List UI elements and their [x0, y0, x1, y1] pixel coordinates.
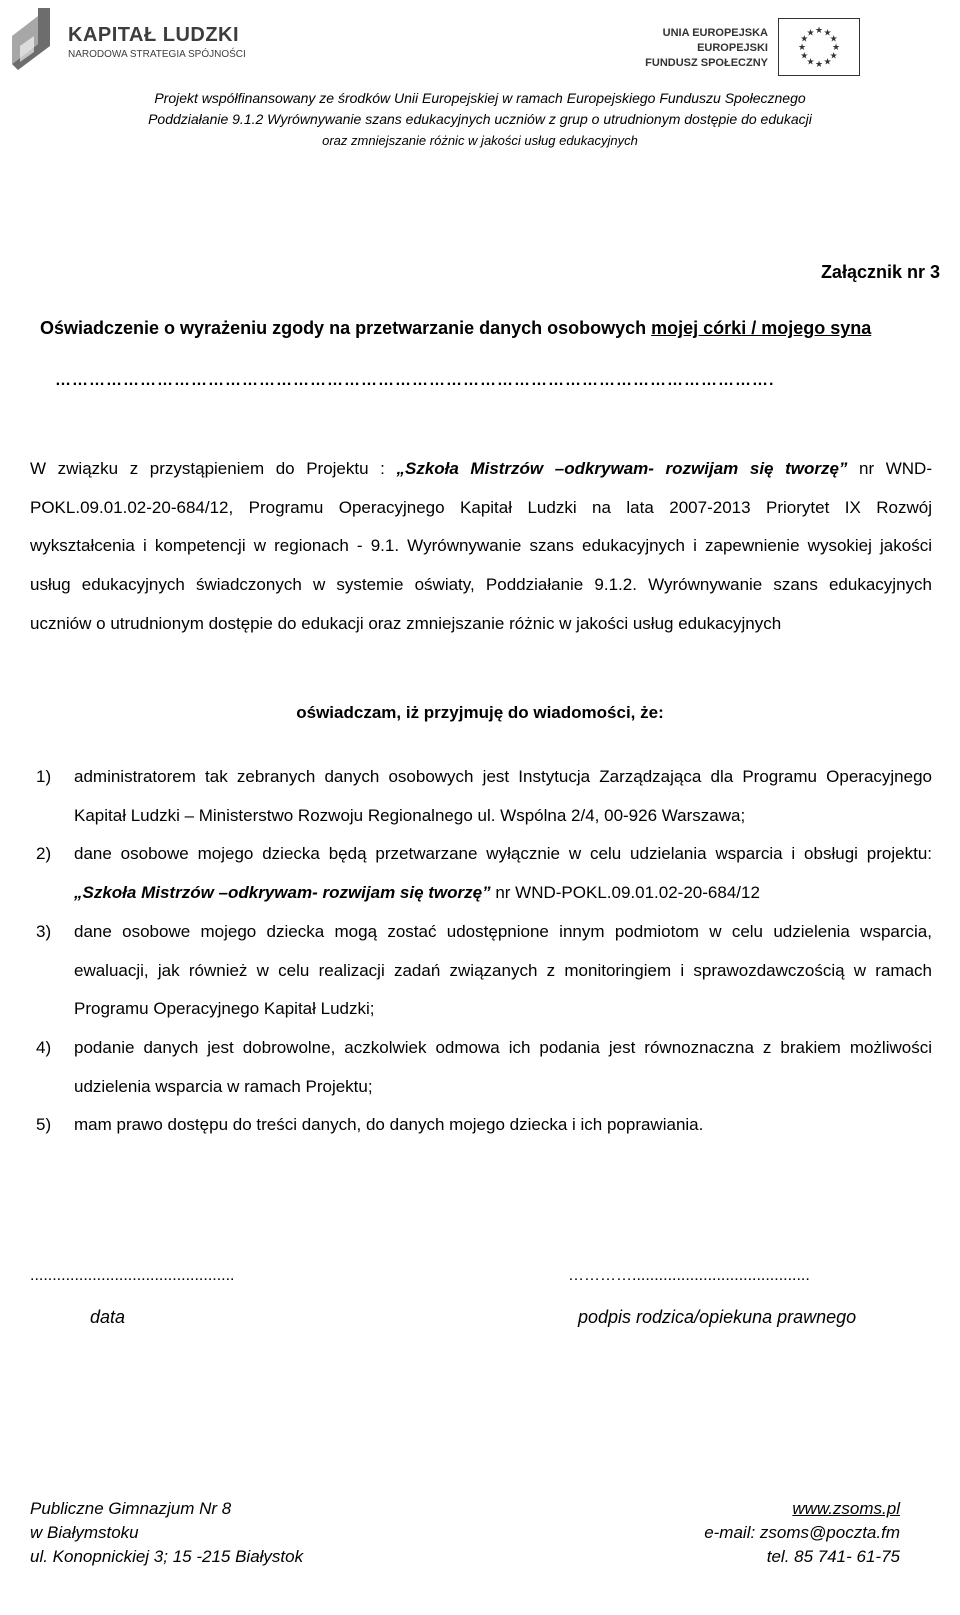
list-item-text-after: nr WND-POKL.09.01.02-20-684/12: [490, 883, 760, 903]
eu-star-icon: ★: [806, 56, 815, 67]
eu-star-icon: ★: [814, 25, 824, 35]
eu-star-icon: ★: [797, 42, 807, 52]
list-item: [36, 913, 932, 1029]
kapital-ludzki-emblem-icon: [8, 6, 58, 72]
list-item-project-name: „Szkoła Mistrzów –odkrywam- rozwijam się tworzę”: [74, 883, 491, 903]
kapital-ludzki-subtitle: NARODOWA STRATEGIA SPÓJNOŚCI: [68, 49, 246, 60]
list-item: [36, 835, 932, 912]
title-underlined: mojej córki / mojego syna: [651, 318, 872, 338]
eu-stars-icon: [779, 19, 859, 75]
eu-line-3: FUNDUSZ SPOŁECZNY: [645, 57, 768, 69]
date-label: data: [90, 1307, 126, 1327]
list-item-text: dane osobowe mojego dziecka będą przetwarzane wyłącznie w celu udzielania wsparcia i obsługi projektu:: [74, 844, 932, 864]
list-item-number: 2): [36, 844, 52, 864]
eu-line-1: UNIA EUROPEJSKA: [662, 27, 768, 39]
intro-paragraph: [30, 450, 932, 644]
list-item-text: mam prawo dostępu do treści danych, do danych mojego dziecka i ich poprawiania.: [74, 1115, 704, 1135]
eu-star-icon: ★: [829, 33, 838, 44]
intro-rest: nr WND-POKL.09.01.02-20-684/12, Programu Operacyjnego Kapitał Ludzki na lata 2007-2013 Priorytet IX Rozwój wykształcenia i kompetencji w regionach - 9.1. Wyrównywanie szans edukacyjnych i zapewnienie wysokiej jakości usług edukacyjnych świadczonych w systemie oświaty, Poddziałanie 9.1.2. Wyrównywanie szans edukacyjnych uczniów o utrudnionym dostępie do edukacji oraz zmniejszanie różnic w jakości usług edukacyjnych: [30, 459, 932, 633]
declaration-heading: oświadczam, iż przyjmuję do wiadomości, że:: [296, 703, 664, 722]
project-line-3: oraz zmniejszanie różnic w jakości usług edukacyjnych: [322, 133, 638, 148]
list-item-text: podanie danych jest dobrowolne, aczkolwiek odmowa ich podania jest równoznaczna z brakiem możliwości udzielenia wsparcia w ramach Projektu;: [74, 1037, 932, 1096]
eu-star-icon: ★: [806, 27, 815, 38]
eu-line-2: EUROPEJSKI: [697, 42, 768, 54]
eu-logo: [645, 18, 860, 76]
eu-star-icon: ★: [814, 59, 824, 69]
points-list: [36, 758, 932, 1145]
footer-contact-info: [704, 1497, 900, 1569]
eu-star-icon: ★: [800, 50, 809, 61]
eu-star-icon: ★: [831, 42, 841, 52]
list-item: [36, 1106, 932, 1145]
list-item-number: 5): [36, 1115, 52, 1135]
project-line-2: Poddziałanie 9.1.2 Wyrównywanie szans edukacyjnych uczniów z grup o utrudnionym dostępie do edukacji: [148, 111, 812, 127]
list-item: [36, 1029, 932, 1106]
name-blank-line: ……………………………………………………………………………………………………………….: [55, 372, 775, 389]
eu-logo-text: [645, 26, 768, 71]
list-item-text: dane osobowe mojego dziecka mogą zostać udostępnione innym podmiotom w celu udzielenia wsparcia, ewaluacji, jak również w celu realizacji zadań związanych z monitoringiem i sprawozdawczością w ramach Programu Operacyjnego Kapitał Ludzki;: [74, 921, 932, 1019]
date-blank-line: ..............................................: [30, 1267, 235, 1284]
eu-star-icon: ★: [829, 50, 838, 61]
list-item: [36, 758, 932, 835]
signature-blank-line: …………........................................: [568, 1267, 810, 1284]
list-item-number: 3): [36, 921, 52, 941]
project-line-1: Projekt współfinansowany ze środków Unii Europejskiej w ramach Europejskiego Funduszu Społecznego: [154, 90, 806, 106]
list-item-text: administratorem tak zebranych danych osobowych jest Instytucja Zarządzająca dla Programu Operacyjnego Kapitał Ludzki – Ministerstwo Rozwoju Regionalnego ul. Wspólna 2/4, 00-926 Warszawa;: [74, 767, 932, 825]
footer-school-info: [30, 1497, 303, 1569]
footer-phone: tel. 85 741- 61-75: [766, 1547, 900, 1566]
kapital-ludzki-title: KAPITAŁ LUDZKI: [68, 24, 240, 46]
intro-prefix: W związku z przystąpieniem do Projektu :: [30, 459, 397, 478]
list-item-number: 4): [36, 1037, 52, 1057]
eu-star-icon: ★: [800, 33, 809, 44]
footer-school-city: w Białymstoku: [30, 1523, 139, 1542]
footer-email: e-mail: zsoms@poczta.fm: [704, 1523, 900, 1542]
footer-school-address: ul. Konopnickiej 3; 15 -215 Białystok: [30, 1547, 304, 1566]
document-title: [40, 318, 871, 339]
project-header: [0, 88, 960, 151]
kapital-ludzki-logo: [8, 6, 248, 72]
footer-school-name: Publiczne Gimnazjum Nr 8: [30, 1499, 232, 1518]
signature-label: podpis rodzica/opiekuna prawnego: [578, 1307, 857, 1327]
eu-star-icon: ★: [823, 56, 832, 67]
eu-star-icon: ★: [823, 27, 832, 38]
eu-flag-icon: [778, 18, 860, 76]
list-item-number: 1): [36, 767, 52, 786]
title-main: Oświadczenie o wyrażeniu zgody na przetwarzanie danych osobowych: [40, 318, 652, 338]
project-name: „Szkoła Mistrzów –odkrywam- rozwijam się tworzę”: [396, 459, 848, 478]
annex-label: Załącznik nr 3: [820, 262, 940, 282]
footer-website-link[interactable]: www.zsoms.pl: [792, 1499, 900, 1518]
